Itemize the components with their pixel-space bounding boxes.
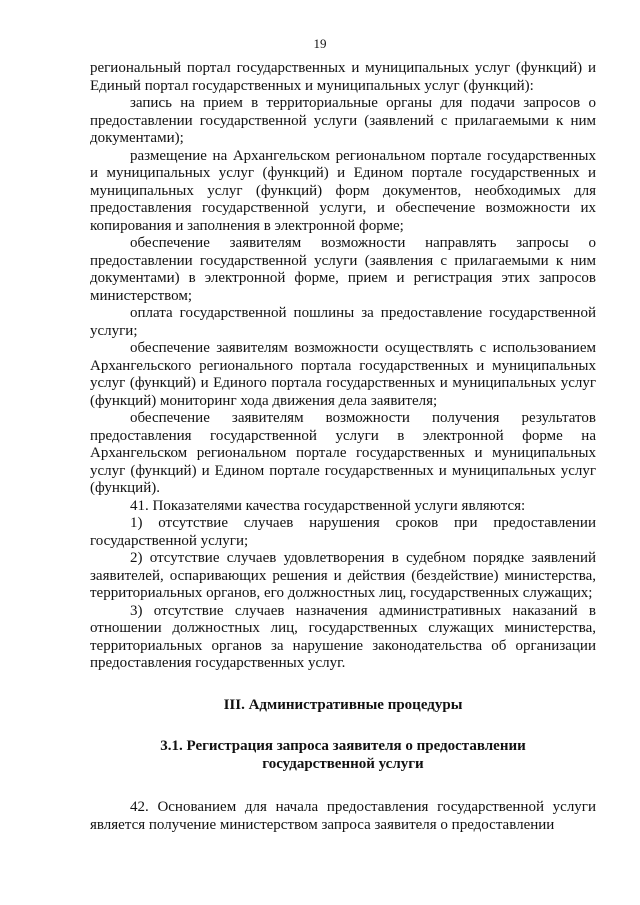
paragraph: региональный портал государственных и муниципальных услуг (функций) и Единый портал государственных и муниципальных услуг (функций): bbox=[90, 60, 596, 94]
paragraph: 2) отсутствие случаев удовлетворения в судебном порядке заявлений заявителей, оспаривающих решения и действия (бездействие) министерства, территориальных органов, его должностных лиц, государственных служащих; bbox=[90, 550, 596, 601]
paragraph: размещение на Архангельском региональном портале государственных и муниципальных услуг (функций) и Едином портале государственных и муниципальных услуг (функций) форм документов, необходимых для предоставления государственной услуги, и обеспечение возможности их копирования и заполнения в электронной форме; bbox=[90, 147, 596, 234]
subsection-title-line2: государственной услуги bbox=[262, 755, 424, 772]
paragraph: обеспечение заявителям возможности осуществлять с использованием Архангельского регионального портала государственных и муниципальных услуг (функций) и Единого портала государственных и муниципальных услуг (функций) мониторинг хода движения дела заявителя; bbox=[90, 340, 596, 409]
spacer bbox=[90, 773, 596, 799]
subsection-title bbox=[90, 738, 596, 773]
page-body bbox=[90, 60, 596, 834]
paragraph: оплата государственной пошлины за предоставление государственной услуги; bbox=[90, 305, 596, 339]
page-number: 19 bbox=[313, 36, 327, 51]
paragraph: 3) отсутствие случаев назначения административных наказаний в отношении должностных лиц, государственных служащих министерства, территориальных органов за нарушение законодательства об организации предоставления государственных услуг. bbox=[90, 602, 596, 671]
paragraph: 42. Основанием для начала предоставления государственной услуги является получение министерством запроса заявителя о предоставлении bbox=[90, 799, 596, 833]
paragraph: обеспечение заявителям возможности направлять запросы о предоставлении государственной услуги (заявления с прилагаемыми к ним документами) в электронной форме, прием и регистрация этих запросов министерством; bbox=[90, 235, 596, 304]
subsection-title-line1: 3.1. Регистрация запроса заявителя о предоставлении bbox=[160, 738, 526, 754]
section-title: III. Административные процедуры bbox=[223, 696, 463, 713]
paragraph: обеспечение заявителям возможности получения результатов предоставления государственной услуги в электронной форме на Архангельском региональном портале государственных и муниципальных услуг (функций) и Едином портале государственных и муниципальных услуг (функций). bbox=[90, 410, 596, 496]
paragraph: 41. Показателями качества государственной услуги являются: bbox=[130, 497, 526, 514]
paragraph: 1) отсутствие случаев нарушения сроков при предоставлении государственной услуги; bbox=[90, 515, 596, 549]
paragraph: запись на прием в территориальные органы для подачи запросов о предоставлении государственной услуги (заявлений с прилагаемыми к ним документами); bbox=[90, 95, 596, 146]
